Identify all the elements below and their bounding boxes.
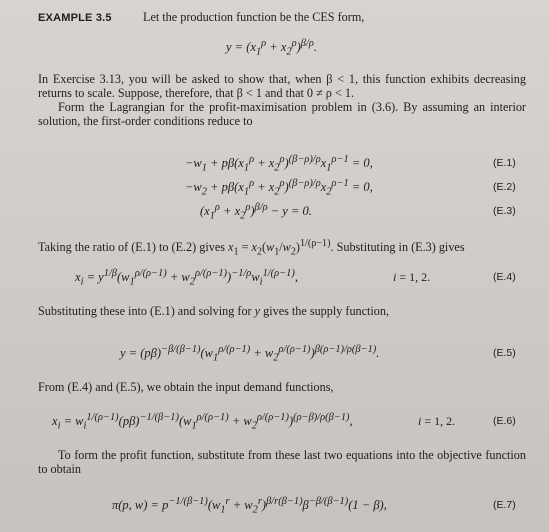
eq-number-e5: (E.5) [493, 347, 516, 359]
equation-e5: $y = (p\beta)^{-\beta/(\beta-1)}(w_1^{\rho/(\rho-1)} + w_2^{\rho/(\rho-1)})^{\beta(\rho-1)/\rho(\beta-1)}$. [120, 344, 380, 364]
equation-e6: $x_i = w_i^{1/(\rho-1)}(p\beta)^{-1/(\beta-1)}(w_1^{\rho/(\rho-1)} + w_2^{\rho/(\rho-1)})^{(\rho-\beta)/\rho(\beta-1)}$, [52, 412, 353, 432]
equation-e4: $x_i = y^{1/\beta}(w_1^{\rho/(\rho-1)} + w_2^{\rho/(\rho-1)})^{-1/\rho}w_i^{1/(\rho-1)}$, [75, 268, 298, 288]
paragraph-2: Form the Lagrangian for the profit-maximisation problem in (3.6). By assuming an interior solution, the first-order conditions reduce to [38, 100, 526, 129]
eq-number-e3: (E.3) [493, 205, 516, 217]
paragraph-6: To form the profit function, substitute from these last two equations into the objective function to obtain [38, 448, 526, 477]
equation-e1: $-w_1 + p\beta(x_1^\rho + x_2^\rho)^{(\beta-\rho)/\rho}x_1^{\rho-1} = 0$, [185, 154, 373, 174]
e6-index: i = 1, 2. [418, 414, 456, 428]
eq-number-e1: (E.1) [493, 157, 516, 169]
eq-number-e6: (E.6) [493, 415, 516, 427]
equation-e7: π(p, $w) = p^{-1/(\beta-1)}(w_1^r + w_2^r)^{\beta/r(\beta-1)}\beta^{-\beta/(\beta-1)}(1 - \beta)$, [112, 496, 387, 516]
paragraph-1: In Exercise 3.13, you will be asked to show that, when β < 1, this function exhibits decreasing returns to scale. Suppose, therefore, that β < 1 and that 0 ≠ ρ < 1. [38, 72, 526, 101]
eq-number-e7: (E.7) [493, 499, 516, 511]
paragraph-3: Taking the ratio of (E.1) to (E.2) gives $x_1 = x_2(w_1/w_2)^{1/(\rho-1)}$. Substituting in (E.3) gives [38, 238, 465, 258]
eq-number-e4: (E.4) [493, 271, 516, 283]
equation-e3: $(x_1^\rho + x_2^\rho)^{\beta/\rho} - y = 0$. [200, 202, 312, 222]
example-title: Let the production function be the CES form, [143, 10, 365, 24]
equation-e2: $-w_2 + p\beta(x_1^\rho + x_2^\rho)^{(\beta-\rho)/\rho}x_2^{\rho-1} = 0$, [185, 178, 373, 198]
paragraph-4: Substituting these into (E.1) and solving for y gives the supply function, [38, 304, 390, 318]
example-label: EXAMPLE 3.5 [38, 12, 112, 24]
eq-number-e2: (E.2) [493, 181, 516, 193]
paragraph-5: From (E.4) and (E.5), we obtain the input demand functions, [38, 380, 334, 394]
e4-index: i = 1, 2. [393, 270, 431, 284]
ces-formula: $y = (x_1^\rho + x_2^\rho)^{\beta/\rho}$. [226, 38, 317, 58]
